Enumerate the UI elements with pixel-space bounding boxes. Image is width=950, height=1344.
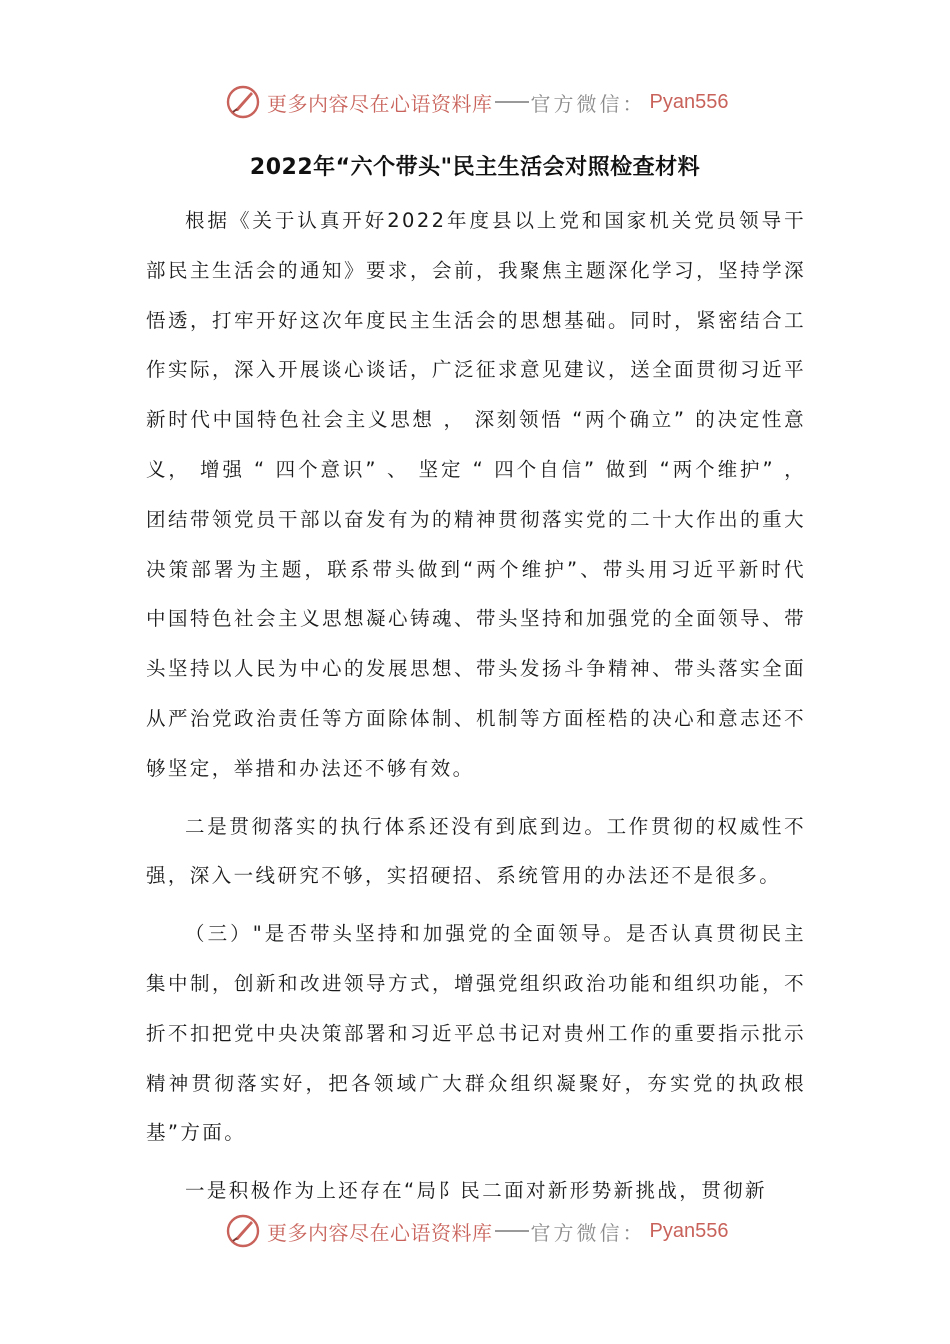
banner-main-text: 更多内容尽在心语资料库 <box>267 1220 493 1245</box>
banner-dash <box>495 101 529 103</box>
quill-logo-icon <box>225 84 261 120</box>
quill-logo-icon <box>225 1213 261 1249</box>
body-paragraph: 一是积极作为上还存在“局阝民二面对新形势新挑战，贯彻新 <box>185 1179 767 1203</box>
banner-wechat-id: Pyan556 <box>649 90 729 113</box>
banner-official-label: 官方微信： <box>530 91 646 116</box>
body-paragraph: 二是贯彻落实的执行体系还没有到底到边。工作贯彻的权威性不强，深入一线研究不够，实招硬招、系统管用的办法还不是很多。 <box>146 814 806 888</box>
banner-main-text: 更多内容尽在心语资料库 <box>267 91 493 116</box>
header-watermark-banner <box>225 82 745 122</box>
banner-official-label: 官方微信： <box>530 1220 646 1245</box>
banner-wechat-id: Pyan556 <box>649 1219 729 1242</box>
body-paragraph: 根据《关于认真开好2022年度县以上党和国家机关党员领导干部民主生活会的通知》要求，会前，我聚焦主题深化学习，坚持学深悟透，打牢开好这次年度民主生活会的思想基础。同时，紧密结合工作实际，深入开展谈心谈话，广泛征求意见建议，送全面贯彻习近平新时代中国特色社会主义思想 ， 深刻领悟 “两个确立” 的决定性意义， 增强 “ 四个意识” 、 坚定 “ 四个自信” 做到 “两个维护” ， 团结带领党员干部以奋发有为的精神贯彻落实党的二十大作出的重大决策部署为主题，联系带头做到“两个维护”、带头用习近平新时代中国特色社会主义思想凝心铸魂、带头坚持和加强党的全面领导、带头坚持以人民为中心的发展思想、带头发扬斗争精神、带头落实全面从严治党政治责任等方面除体制、机制等方面桎梏的决心和意志还不够坚定，举措和办法还不够有效。 <box>146 209 806 780</box>
banner-dash <box>495 1230 529 1232</box>
document-title: 2022年“六个带头"民主生活会对照检查材料 <box>249 155 701 180</box>
body-paragraph: （三）"是否带头坚持和加强党的全面领导。是否认真贯彻民主集中制，创新和改进领导方式，增强党组织政治功能和组织功能，不折不扣把党中央决策部署和习近平总书记对贵州工作的重要指示批示精神贯彻落实好，把各领域广大群众组织凝聚好，夯实党的执政根基”方面。 <box>146 922 806 1145</box>
footer-watermark-banner <box>225 1211 745 1251</box>
document-body <box>146 196 806 1216</box>
